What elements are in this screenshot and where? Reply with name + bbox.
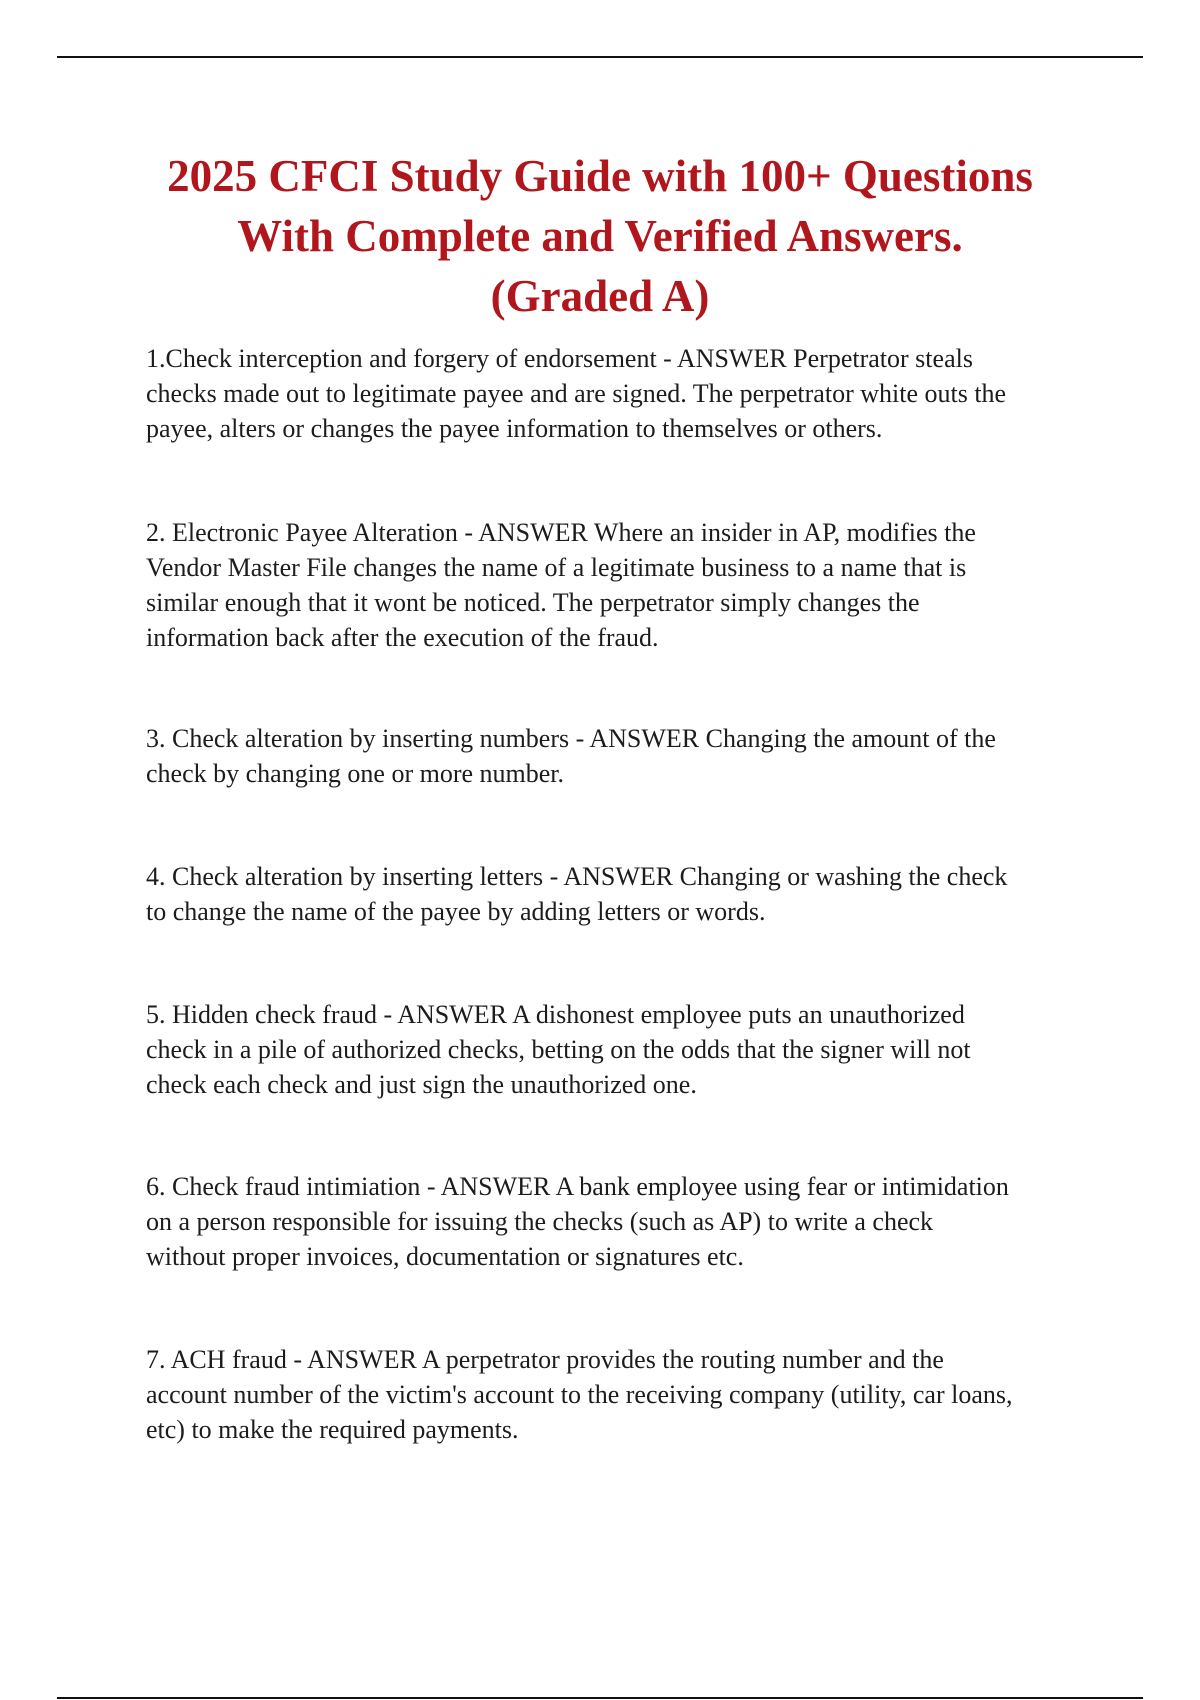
bottom-rule [57, 1697, 1143, 1699]
question-6-line-1: 6. Check fraud intimiation - ANSWER A bank employee using fear or intimidation [146, 1172, 1009, 1201]
question-4-line-1: 4. Check alteration by inserting letters - ANSWER Changing or washing the check [146, 862, 1008, 891]
question-4 [146, 859, 1096, 929]
question-2-line-4: information back after the execution of the fraud. [146, 623, 659, 652]
question-7-line-2: account number of the victim's account to the receiving company (utility, car loans, [146, 1380, 1013, 1409]
question-7 [146, 1342, 1096, 1447]
question-6 [146, 1169, 1096, 1274]
question-1-line-1: 1.Check interception and forgery of endorsement - ANSWER Perpetrator steals [146, 344, 973, 373]
question-2 [146, 515, 1096, 655]
question-5-line-2: check in a pile of authorized checks, betting on the odds that the signer will not [146, 1035, 971, 1064]
question-7-line-3: etc) to make the required payments. [146, 1415, 519, 1444]
question-5 [146, 997, 1096, 1102]
question-5-line-3: check each check and just sign the unauthorized one. [146, 1070, 697, 1099]
question-5-line-1: 5. Hidden check fraud - ANSWER A dishonest employee puts an unauthorized [146, 1000, 965, 1029]
question-3-line-2: check by changing one or more number. [146, 759, 565, 788]
question-7-line-1: 7. ACH fraud - ANSWER A perpetrator provides the routing number and the [146, 1345, 944, 1374]
question-3 [146, 721, 1096, 791]
title-line-3: (Graded A) [490, 271, 710, 321]
question-6-line-2: on a person responsible for issuing the checks (such as AP) to write a check [146, 1207, 934, 1236]
question-2-line-1: 2. Electronic Payee Alteration - ANSWER Where an insider in AP, modifies the [146, 518, 976, 547]
question-1 [146, 341, 1096, 446]
question-1-line-3: payee, alters or changes the payee information to themselves or others. [146, 414, 883, 443]
question-2-line-3: similar enough that it wont be noticed. The perpetrator simply changes the [146, 588, 920, 617]
question-4-line-2: to change the name of the payee by adding letters or words. [146, 897, 766, 926]
question-1-line-2: checks made out to legitimate payee and are signed. The perpetrator white outs the [146, 379, 1007, 408]
question-2-line-2: Vendor Master File changes the name of a legitimate business to a name that is [146, 553, 967, 582]
top-rule [57, 56, 1143, 58]
title-line-1: 2025 CFCI Study Guide with 100+ Questions [167, 151, 1033, 201]
question-6-line-3: without proper invoices, documentation or signatures etc. [146, 1242, 744, 1271]
title-line-2: With Complete and Verified Answers. [237, 211, 963, 261]
question-3-line-1: 3. Check alteration by inserting numbers - ANSWER Changing the amount of the [146, 724, 996, 753]
document-title [130, 146, 1070, 326]
